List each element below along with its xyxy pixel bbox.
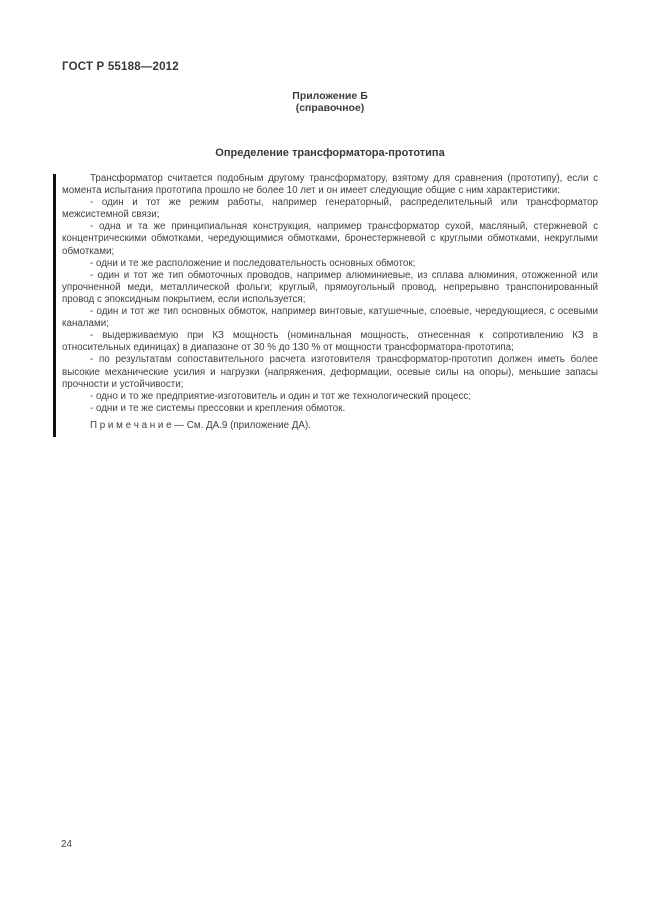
list-item: - одни и те же системы прессовки и крепления обмоток.: [90, 402, 346, 414]
note-paragraph: П р и м е ч а н и е — См. ДА.9 (приложение ДА).: [90, 419, 311, 431]
body-text-block: [62, 173, 598, 432]
section-title: Определение трансформатора-прототипа: [215, 147, 445, 159]
intro-paragraph: Трансформатор считается подобным другому трансформатору, взятому для сравнения (прототипу), если с момента испытания прототипа прошло не более 10 лет и он имеет следующие общие с ним характеристики:: [62, 173, 598, 197]
list-item: - один и тот же тип обмоточных проводов, например алюминиевые, из сплава алюминия, отожженной или упрочненной меди, металлической фольги; круглый, прямоугольный провод, непрерывно транспонированный провод с эпоксидным покрытием, если используется;: [62, 269, 598, 305]
appendix-heading: [62, 90, 598, 114]
appendix-type: (справочное): [295, 102, 365, 114]
list-item: - одно и то же предприятие-изготовитель и один и тот же технологический процесс;: [90, 390, 472, 402]
page-number: 24: [61, 839, 72, 850]
document-number-header: ГОСТ Р 55188—2012: [62, 61, 179, 73]
list-item: - один и тот же режим работы, например генераторный, распределительный или трансформатор межсистемной связи;: [62, 197, 598, 221]
list-item: - выдерживаемую при КЗ мощность (номинальная мощность, отнесенная к сопротивлению КЗ в относительных единицах) в диапазоне от 30 % до 130 % от мощности трансформатора-прототипа;: [62, 330, 598, 354]
list-item: - один и тот же тип основных обмоток, например винтовые, катушечные, слоевые, чередующиеся, с осевыми каналами;: [62, 306, 598, 330]
list-item: - одни и те же расположение и последовательность основных обмоток;: [90, 257, 416, 269]
appendix-label: Приложение Б: [292, 90, 368, 102]
list-item: - по результатам сопоставительного расчета изготовителя трансформатор-прототип должен иметь более высокие механические усилия и нагрузки (напряжения, деформации, осевые силы на опоры), меньшие запасы прочности и устойчивости;: [62, 354, 598, 390]
change-bar-marker: [53, 174, 56, 437]
list-item: - одна и та же принципиальная конструкция, например трансформатор сухой, масляный, стержневой с концентрическими обмотками, чередующимися обмотками, бронестержневой с круглыми обмотками, некруглыми обмотками;: [62, 221, 598, 257]
